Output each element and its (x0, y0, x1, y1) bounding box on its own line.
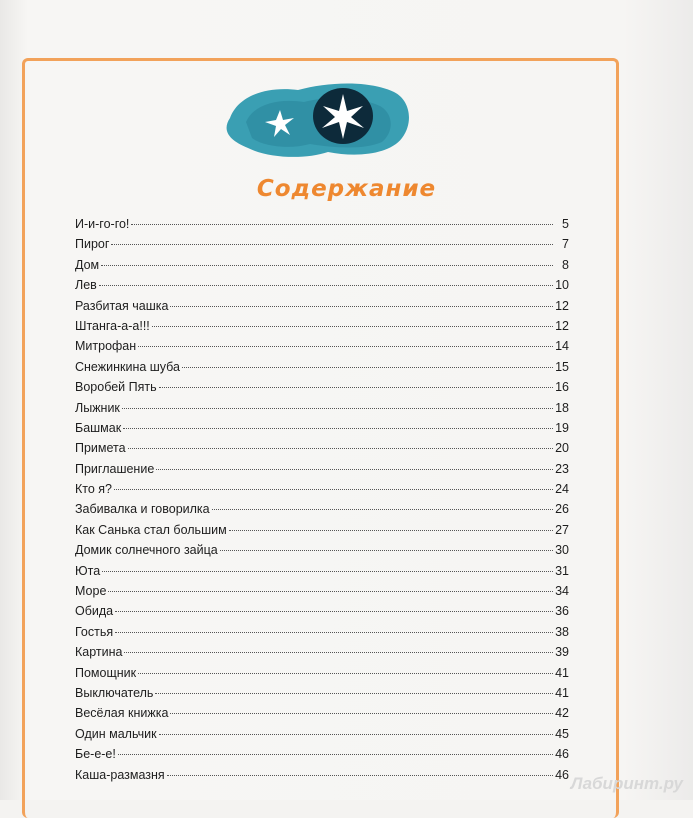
toc-entry (75, 237, 569, 257)
dot-leader (111, 244, 553, 245)
toc-entry-title: Пирог (75, 237, 110, 252)
toc-entry (75, 462, 569, 482)
toc-entry-title: Один мальчик (75, 726, 157, 741)
toc-entry (75, 706, 569, 726)
toc-entry (75, 401, 569, 421)
toc-entry-page: 19 (555, 420, 569, 435)
toc-entry-title: Башмак (75, 420, 122, 435)
table-of-contents (75, 217, 569, 788)
dot-leader (159, 387, 553, 388)
toc-entry-title: Выключатель (75, 685, 154, 700)
toc-entry (75, 258, 569, 278)
toc-entry-title: Бе-е-е! (75, 747, 116, 762)
toc-entry-page: 38 (555, 624, 569, 639)
toc-entry-title: Помощник (75, 665, 137, 680)
toc-entry-page: 41 (555, 685, 569, 700)
toc-entry (75, 625, 569, 645)
toc-entry-page: 18 (555, 400, 569, 415)
toc-entry-title: Митрофан (75, 339, 137, 354)
toc-entry-page: 23 (555, 461, 569, 476)
toc-entry-page: 41 (555, 665, 569, 680)
toc-entry-title: Лев (75, 278, 97, 293)
dot-leader (131, 224, 553, 225)
dot-leader (138, 673, 553, 674)
toc-entry-title: Гостья (75, 624, 114, 639)
toc-entry (75, 645, 569, 665)
toc-entry-title: Штанга-а-а!!! (75, 318, 150, 333)
toc-entry (75, 523, 569, 543)
dot-leader (170, 306, 553, 307)
toc-entry-page: 42 (555, 706, 569, 721)
dot-leader (115, 632, 553, 633)
toc-entry-page: 12 (555, 318, 569, 333)
toc-entry-title: Юта (75, 563, 101, 578)
toc-entry-title: Обида (75, 604, 114, 619)
dot-leader (155, 693, 553, 694)
toc-entry-title: Море (75, 584, 107, 599)
dot-leader (182, 367, 553, 368)
toc-entry-page: 20 (555, 441, 569, 456)
toc-entry-title: Как Санька стал большим (75, 522, 227, 537)
dot-leader (128, 448, 553, 449)
dot-leader (138, 346, 553, 347)
toc-entry-page: 46 (555, 747, 569, 762)
toc-entry (75, 502, 569, 522)
toc-entry (75, 686, 569, 706)
dot-leader (124, 652, 553, 653)
toc-entry-title: Примета (75, 441, 126, 456)
toc-entry-title: Лыжник (75, 400, 120, 415)
watermark: Лабиринт.ру (570, 774, 683, 793)
toc-entry-page: 45 (555, 726, 569, 741)
toc-entry (75, 339, 569, 359)
dot-leader (220, 550, 553, 551)
toc-entry-page: 30 (555, 543, 569, 558)
dot-leader (108, 591, 553, 592)
toc-entry-title: Весёлая книжка (75, 706, 169, 721)
toc-entry-title: Кто я? (75, 482, 113, 497)
star-splash-illustration (218, 78, 414, 160)
toc-entry (75, 278, 569, 298)
toc-entry (75, 564, 569, 584)
toc-entry-page: 31 (555, 563, 569, 578)
dot-leader (115, 611, 553, 612)
toc-entry-title: Приглашение (75, 461, 155, 476)
toc-entry-page: 39 (555, 645, 569, 660)
toc-entry-title: Снежинкина шуба (75, 359, 181, 374)
dot-leader (159, 734, 553, 735)
toc-entry (75, 441, 569, 461)
toc-entry-page: 12 (555, 298, 569, 313)
toc-entry (75, 421, 569, 441)
toc-entry (75, 584, 569, 604)
dot-leader (114, 489, 553, 490)
toc-entry-title: Каша-размазня (75, 767, 165, 782)
toc-entry (75, 666, 569, 686)
toc-entry-title: Воробей Пять (75, 380, 157, 395)
toc-entry-page: 8 (562, 257, 569, 272)
dot-leader (102, 571, 553, 572)
toc-entry-title: Картина (75, 645, 123, 660)
dot-leader (152, 326, 553, 327)
toc-entry (75, 299, 569, 319)
toc-entry-page: 5 (562, 217, 569, 231)
toc-entry (75, 604, 569, 624)
toc-entry-page: 14 (555, 339, 569, 354)
dot-leader (99, 285, 553, 286)
dot-leader (229, 530, 553, 531)
toc-entry-page: 7 (562, 237, 569, 252)
toc-entry-page: 26 (555, 502, 569, 517)
dot-leader (212, 509, 553, 510)
toc-entry (75, 543, 569, 563)
toc-entry-title: Забивалка и говорилка (75, 502, 210, 517)
toc-entry (75, 482, 569, 502)
toc-entry-page: 46 (555, 767, 569, 782)
toc-entry (75, 380, 569, 400)
toc-entry (75, 217, 569, 237)
toc-entry-page: 15 (555, 359, 569, 374)
dot-leader (123, 428, 553, 429)
dot-leader (122, 408, 553, 409)
toc-entry-page: 36 (555, 604, 569, 619)
dot-leader (170, 713, 553, 714)
toc-entry-title: Домик солнечного зайца (75, 543, 218, 558)
dot-leader (167, 775, 553, 776)
toc-entry-title: И-и-го-го! (75, 217, 130, 231)
toc-entry-page: 16 (555, 380, 569, 395)
dot-leader (101, 265, 553, 266)
toc-entry-page: 34 (555, 584, 569, 599)
toc-entry (75, 768, 569, 788)
toc-entry-title: Разбитая чашка (75, 298, 169, 313)
dot-leader (156, 469, 553, 470)
dot-leader (118, 754, 553, 755)
toc-entry (75, 319, 569, 339)
toc-entry (75, 747, 569, 767)
toc-entry-page: 27 (555, 522, 569, 537)
toc-entry (75, 727, 569, 747)
toc-entry (75, 360, 569, 380)
page-title: Содержание (256, 176, 437, 202)
toc-entry-page: 24 (555, 482, 569, 497)
toc-entry-page: 10 (555, 278, 569, 293)
toc-entry-title: Дом (75, 257, 100, 272)
